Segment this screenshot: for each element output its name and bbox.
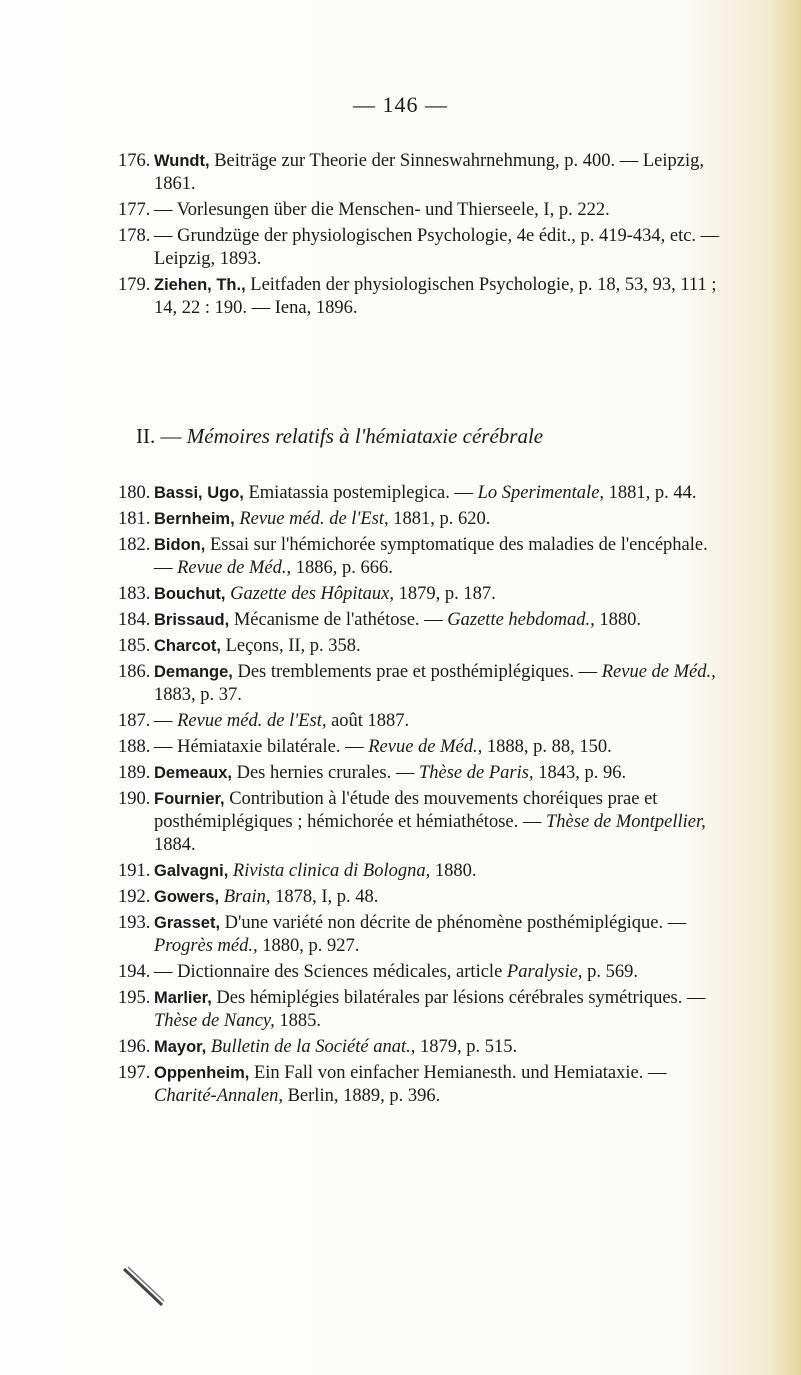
- entry-text: 1884.: [154, 835, 196, 855]
- entry-number: 176.: [118, 151, 151, 171]
- entry-text: Emiatassia postemiplegica. —: [243, 483, 478, 503]
- entry-text: 1883, p. 37.: [154, 685, 242, 705]
- entry-author: Marlier,: [154, 989, 212, 1007]
- entry-number: 182.: [118, 535, 151, 555]
- entry-number: 185.: [118, 636, 151, 656]
- entry-number: 197.: [118, 1063, 151, 1083]
- entry-text: 1885.: [274, 1011, 321, 1031]
- entry-source-title: Progrès méd.,: [154, 936, 258, 956]
- page-corner-scratch-icon: [122, 1265, 166, 1309]
- entry-number: 193.: [118, 913, 151, 933]
- entry-source-title: Revue de Méd.,: [368, 737, 483, 757]
- entry-text: Leçons, II, p. 358.: [220, 636, 361, 656]
- entry-author: Brissaud,: [154, 611, 230, 629]
- entry-number: 191.: [118, 861, 151, 881]
- entry-source-title: Revue de Méd.,: [177, 558, 292, 578]
- entry-text: Des hernies crurales. —: [231, 763, 419, 783]
- bibliography-entry: [118, 762, 728, 785]
- entry-text: 1879, p. 515.: [415, 1037, 518, 1057]
- entry-text: D'une variété non décrite de phénomène posthémiplégique. —: [220, 913, 687, 933]
- entry-number: 186.: [118, 662, 151, 682]
- entry-source-title: Rivista clinica di Bologna,: [232, 861, 431, 881]
- entry-number: 178.: [118, 226, 151, 246]
- bibliography-entry: [118, 225, 728, 271]
- entry-number: 194.: [118, 962, 151, 982]
- entry-author: Ziehen, Th.,: [154, 276, 246, 294]
- bibliography-entry: [118, 788, 728, 857]
- bibliography-entry: [118, 199, 728, 222]
- entry-author: Demange,: [154, 663, 233, 681]
- entry-number: 192.: [118, 887, 151, 907]
- entry-number: 187.: [118, 711, 151, 731]
- entry-author: Grasset,: [154, 914, 221, 932]
- bibliography-entry: [118, 609, 728, 632]
- entry-author: Bouchut,: [154, 585, 226, 603]
- section-title: Mémoires relatifs à l'hémiataxie cérébrale: [186, 424, 544, 448]
- entry-text: p. 569.: [582, 962, 638, 982]
- entry-text: — Grundzüge der physiologischen Psychologie, 4e édit., p. 419-434, etc. — Leipzig, 1893.: [154, 226, 720, 269]
- entry-source-title: Paralysie,: [506, 962, 583, 982]
- entry-number: 189.: [118, 763, 151, 783]
- bibliography-entry: [118, 150, 728, 196]
- bibliography-list-part-2: [118, 482, 728, 1111]
- entry-author: Galvagni,: [154, 862, 229, 880]
- bibliography-entry: [118, 482, 728, 505]
- entry-number: 196.: [118, 1037, 151, 1057]
- entry-text: — Vorlesungen über die Menschen- und Thierseele, I, p. 222.: [154, 200, 610, 220]
- entry-source-title: Revue de Méd.,: [601, 662, 716, 682]
- entry-text: —: [154, 711, 178, 731]
- entry-author: Oppenheim,: [154, 1064, 250, 1082]
- entry-author: Bernheim,: [154, 510, 235, 528]
- entry-text: 1888, p. 88, 150.: [482, 737, 612, 757]
- bibliography-entry: [118, 987, 728, 1033]
- entry-number: 181.: [118, 509, 151, 529]
- entry-text: 1880.: [594, 610, 641, 630]
- entry-source-title: Revue méd. de l'Est,: [177, 711, 327, 731]
- bibliography-entry: [118, 661, 728, 707]
- entry-source-title: Thèse de Paris,: [418, 763, 534, 783]
- bibliography-entry: [118, 274, 728, 320]
- entry-number: 190.: [118, 789, 151, 809]
- entry-author: Demeaux,: [154, 764, 232, 782]
- entry-author: Fournier,: [154, 790, 225, 808]
- entry-text: Beiträge zur Theorie der Sinneswahrnehmung, p. 400. — Leipzig, 1861.: [154, 151, 704, 194]
- bibliography-entry: [118, 508, 728, 531]
- bibliography-entry: [118, 534, 728, 580]
- entry-text: Contribution à l'étude des mouvements choréiques prae et posthémiplégiques ; hémichorée et hémiathétose. —: [154, 789, 658, 832]
- entry-source-title: Gazette hebdomad.,: [447, 610, 595, 630]
- bibliography-entry: [118, 961, 728, 984]
- entry-text: 1879, p. 187.: [394, 584, 496, 604]
- entry-source-title: Charité-Annalen,: [154, 1086, 283, 1106]
- entry-number: 177.: [118, 200, 151, 220]
- entry-text: — Dictionnaire des Sciences médicales, article: [154, 962, 507, 982]
- entry-author: Bidon,: [154, 536, 206, 554]
- entry-number: 183.: [118, 584, 151, 604]
- entry-source-title: Lo Sperimentale,: [477, 483, 605, 503]
- page-number: — 146 —: [353, 92, 448, 117]
- bibliography-entry: [118, 1036, 728, 1059]
- entry-number: 188.: [118, 737, 151, 757]
- bibliography-entry: [118, 1062, 728, 1108]
- entry-number: 179.: [118, 275, 151, 295]
- entry-text: 1843, p. 96.: [533, 763, 627, 783]
- entry-text: 1881, p. 620.: [388, 509, 491, 529]
- entry-source-title: Gazette des Hôpitaux,: [230, 584, 395, 604]
- bibliography-entry: [118, 886, 728, 909]
- entry-source-title: Thèse de Montpellier,: [546, 812, 706, 832]
- entry-author: Mayor,: [154, 1038, 207, 1056]
- section-heading: [136, 424, 736, 449]
- entry-text: Leitfaden der physiologischen Psychologie, p. 18, 53, 93, 111 ; 14, 22 : 190. — Iena, 1896.: [154, 275, 717, 318]
- entry-text: Des hémiplégies bilatérales par lésions cérébrales symétriques. —: [211, 988, 706, 1008]
- entry-text: août 1887.: [326, 711, 410, 731]
- bibliography-entry: [118, 583, 728, 606]
- bibliography-entry: [118, 736, 728, 759]
- entry-author: Gowers,: [154, 888, 220, 906]
- entry-text: Ein Fall von einfacher Hemianesth. und Hemiataxie. —: [249, 1063, 667, 1083]
- entry-text: 1880.: [430, 861, 477, 881]
- entry-text: — Hémiataxie bilatérale. —: [154, 737, 369, 757]
- entry-number: 184.: [118, 610, 151, 630]
- entry-source-title: Thèse de Nancy,: [154, 1011, 275, 1031]
- entry-author: Bassi, Ugo,: [154, 484, 244, 502]
- entry-text: 1881, p. 44.: [604, 483, 697, 503]
- entry-text: Berlin, 1889, p. 396.: [282, 1086, 441, 1106]
- entry-text: Des tremblements prae et posthémiplégiques. —: [232, 662, 602, 682]
- entry-source-title: Brain,: [223, 887, 271, 907]
- entry-text: Essai sur l'hémichorée symptomatique des maladies de l'encéphale. —: [154, 535, 708, 578]
- entry-author: Wundt,: [154, 152, 210, 170]
- bibliography-entry: [118, 860, 728, 883]
- section-prefix: II. —: [136, 424, 182, 448]
- entry-text: 1886, p. 666.: [291, 558, 393, 578]
- bibliography-entry: [118, 912, 728, 958]
- entry-number: 180.: [118, 483, 151, 503]
- entry-text: Mécanisme de l'athétose. —: [229, 610, 448, 630]
- bibliography-entry: [118, 710, 728, 733]
- entry-number: 195.: [118, 988, 151, 1008]
- entry-source-title: Revue méd. de l'Est,: [239, 509, 389, 529]
- bibliography-list-part-1: [118, 150, 728, 323]
- entry-author: Charcot,: [154, 637, 221, 655]
- entry-text: 1880, p. 927.: [257, 936, 360, 956]
- bibliography-entry: [118, 635, 728, 658]
- entry-source-title: Bulletin de la Société anat.,: [210, 1037, 416, 1057]
- entry-text: 1878, I, p. 48.: [270, 887, 379, 907]
